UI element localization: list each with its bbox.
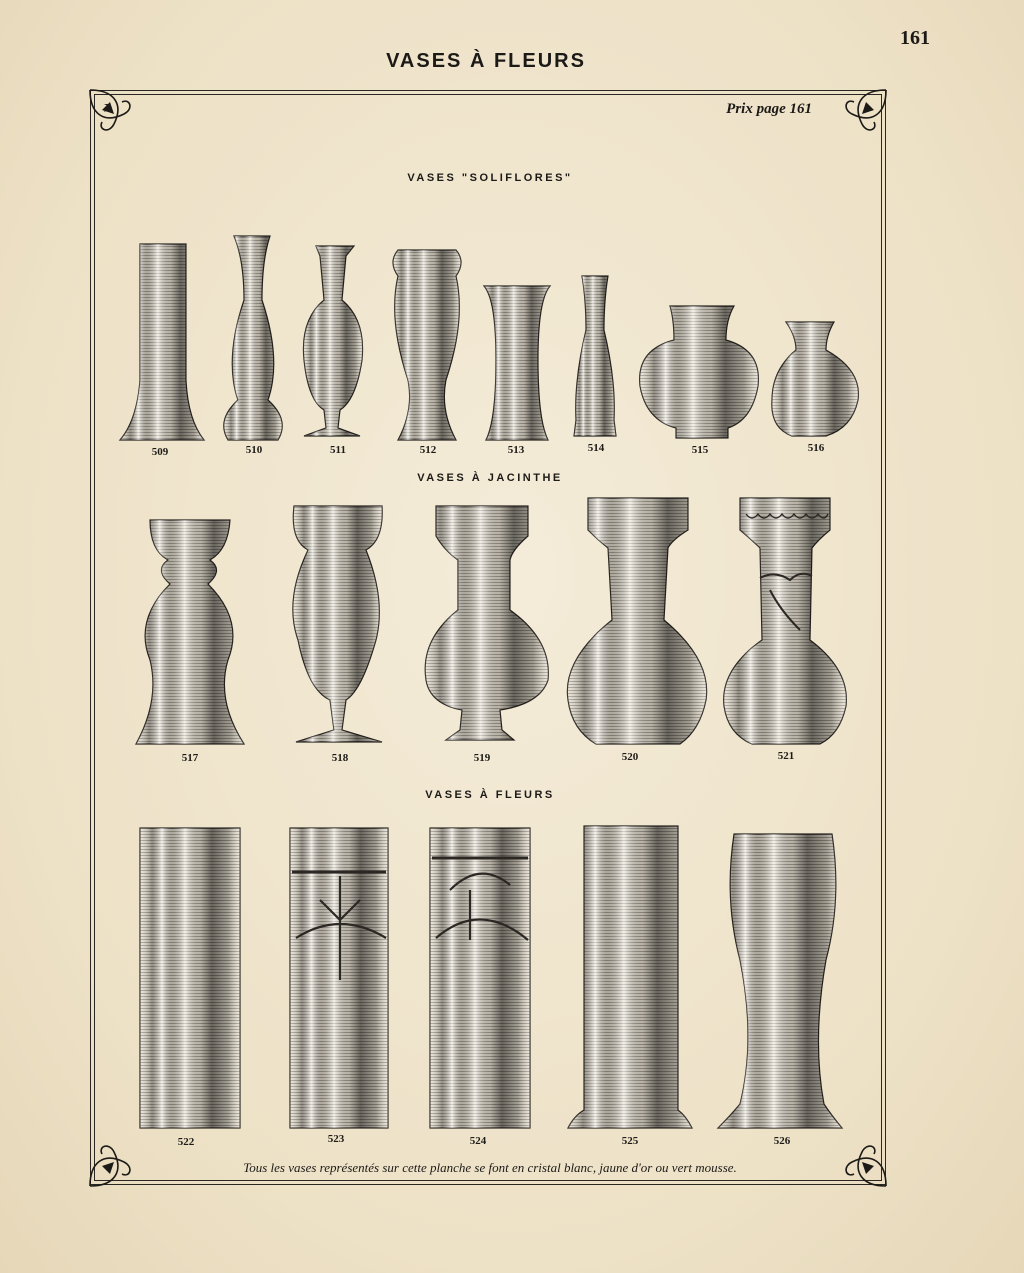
page-number: 161 [900,27,930,49]
vase-number-524: 524 [469,1135,487,1147]
section-title-fleurs: VASES À FLEURS [425,789,555,801]
vase-525 [568,826,692,1128]
vase-519 [425,506,548,740]
vase-number-518: 518 [331,752,349,764]
vase-number-520: 520 [621,751,639,763]
page-title: VASES À FLEURS [386,50,586,72]
vase-513 [484,286,550,440]
vase-number-510: 510 [245,444,263,456]
section-title-jacinthe: VASES À JACINTHE [417,472,563,484]
vase-521 [724,498,847,744]
section-title-soliflores: VASES "SOLIFLORES" [407,172,573,184]
vase-522 [140,828,240,1128]
vase-number-511: 511 [330,444,346,456]
vase-number-526: 526 [773,1135,791,1147]
vase-510 [224,236,282,440]
vase-number-515: 515 [691,444,709,456]
vase-511 [303,246,362,436]
vase-517 [136,520,244,744]
vase-524 [430,828,530,1128]
vase-512 [393,250,461,440]
vase-523 [290,828,388,1128]
vase-number-523: 523 [327,1133,345,1145]
vase-number-517: 517 [181,752,199,764]
vase-516 [772,322,859,436]
vase-number-514: 514 [587,442,605,454]
vase-518 [293,506,382,742]
vase-509 [120,244,204,440]
vase-number-522: 522 [177,1136,195,1148]
vase-number-509: 509 [151,446,169,458]
vase-526 [718,834,842,1128]
vase-514 [574,276,616,436]
vase-number-516: 516 [807,442,825,454]
vase-520 [567,498,706,744]
vase-number-513: 513 [507,444,525,456]
vase-515 [640,306,759,438]
vase-number-519: 519 [473,752,491,764]
vase-number-512: 512 [419,444,437,456]
vase-number-521: 521 [777,750,795,762]
vase-number-525: 525 [621,1135,639,1147]
price-reference: Prix page 161 [726,101,812,117]
footer-note: Tous les vases représentés sur cette planche se font en cristal blanc, jaune d'or ou vert mousse. [243,1160,737,1175]
